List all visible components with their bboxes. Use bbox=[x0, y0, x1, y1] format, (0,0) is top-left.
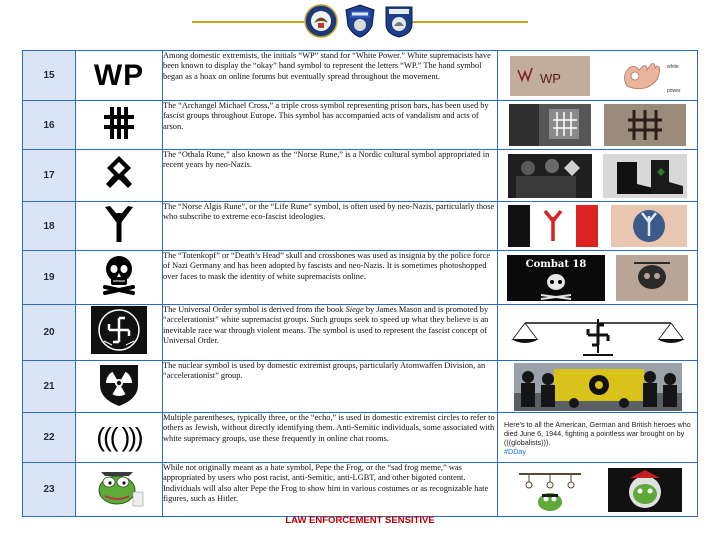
symbol-description: While not originally meant as a hate symbol, Pepe the Frog, or the “sad frog meme,” was appropriated by users who post racist, anti-Semitic, anti-LGBT, and other bigoted content. Individuals will also alter Pepe the Frog to show him in various costumes or as recognizable hate figures, such as Hitler. bbox=[163, 463, 498, 517]
combat-banner-text: Combat 18 bbox=[525, 258, 587, 270]
echo-tweet-example bbox=[498, 418, 697, 458]
row-number: 22 bbox=[23, 413, 76, 463]
symbol-description: Among domestic extremists, the initials “WP” stand for “White Power.” White supremacists have been known to display the “okay” hand symbol to represent the letters “WP.” The hand symbol began as a hoax on online forums but eventually spread throughout the movement. bbox=[163, 51, 498, 101]
row-number: 18 bbox=[23, 202, 76, 251]
symbol-description: The “Totenkopf” or “Death’s Head” skull and crossbones was used as insignia by the police force of Nazi Germany and has been adopted by fascists and neo-Nazis. It is sometimes photoshopped over faces to mask the identity of white supremacists online. bbox=[163, 251, 498, 305]
othala-rune-icon bbox=[102, 154, 136, 192]
cross-burned-photo bbox=[604, 104, 686, 146]
table-row bbox=[23, 361, 698, 413]
table-row bbox=[23, 150, 698, 202]
tweet-text: Here's to all the American, German and British heroes who died June 6, 1944, fighting a pointless war brought on by (((globalists))). bbox=[504, 419, 691, 447]
row-number: 15 bbox=[23, 51, 76, 101]
symbol-description: The “Norse Algis Rune”, or the “Life Rune” symbol, is often used by neo-Nazis, particularly those who subscribe to extreme eco-fascist ideologies. bbox=[163, 202, 498, 251]
symbol-description: Multiple parentheses, typically three, or the “echo,” is used in domestic extremist circles to refer to others as Jewish, without directly identifying them. Anti-Semitic individuals, some associated with white supremacy groups, use these frequently in online chat rooms. bbox=[163, 413, 498, 463]
echo-parentheses-icon: ((( ))) bbox=[96, 422, 142, 452]
totenkopf-skull-icon bbox=[99, 253, 139, 297]
table-row bbox=[23, 251, 698, 305]
nypd-badge-icon bbox=[343, 4, 377, 38]
row-number: 23 bbox=[23, 463, 76, 517]
wp-letters-icon: WP bbox=[93, 58, 145, 92]
row-number: 20 bbox=[23, 305, 76, 361]
pepe-gallows-image bbox=[513, 468, 587, 512]
symbol-description: The “Archangel Michael Cross,” a triple cross symbol representing prison bars, has been used by fascist groups throughout Europe. This symbol has accompanied acts of vandalism and acts of arson. bbox=[163, 101, 498, 150]
symbol-description-cont: by James Mason and is promoted by “accelerationist” white supremacist groups. Such groups seek to speed up what they believe is an inevitable race war through violent means. The symbol is used to represent the fascist concept of Universal Order. bbox=[163, 305, 489, 345]
universal-order-icon bbox=[90, 305, 148, 355]
table-row bbox=[23, 413, 698, 463]
table-row bbox=[23, 51, 698, 101]
archangel-michael-cross-icon bbox=[102, 105, 136, 141]
pepe-frog-icon bbox=[93, 464, 145, 510]
symbol-description: The Universal Order symbol is derived from the book bbox=[163, 305, 346, 314]
table-row bbox=[23, 202, 698, 251]
classification-footer: LAW ENFORCEMENT SENSITIVE bbox=[285, 515, 435, 526]
okay-hand-photo bbox=[605, 56, 685, 96]
row-number: 16 bbox=[23, 101, 76, 150]
table-row bbox=[23, 305, 698, 361]
table-row bbox=[23, 463, 698, 517]
book-title: Siege bbox=[345, 305, 364, 314]
symbol-description: The “Othala Rune,” also known as the “Norse Rune,” is a Nordic cultural symbol appropriated in recent years by neo-Nazis. bbox=[163, 150, 498, 202]
atomwaffen-group-photo bbox=[514, 363, 682, 411]
government-seal-icon bbox=[304, 4, 338, 38]
hand-caption-power: power bbox=[667, 87, 681, 94]
skull-tattoo-photo bbox=[616, 255, 688, 301]
graffiti-text: WP bbox=[539, 70, 561, 86]
header-rule-right bbox=[412, 21, 528, 23]
othala-crowd-photo bbox=[508, 154, 592, 198]
header bbox=[0, 0, 720, 42]
row-number: 19 bbox=[23, 251, 76, 305]
header-rule-left bbox=[192, 21, 304, 23]
nuclear-symbol-icon bbox=[98, 361, 140, 407]
wp-graffiti-photo bbox=[510, 56, 590, 96]
symbol-description: The nuclear symbol is used by domestic extremist groups, particularly Atomwaffen Division, an “accelerationist” group. bbox=[163, 361, 498, 413]
row-number: 17 bbox=[23, 150, 76, 202]
cross-vandalism-photo bbox=[509, 104, 591, 146]
combat-18-banner-photo bbox=[507, 255, 605, 301]
row-number: 21 bbox=[23, 361, 76, 413]
hand-caption-white: white bbox=[667, 63, 679, 70]
algis-rune-icon bbox=[102, 205, 136, 243]
pepe-costume-image bbox=[608, 468, 682, 512]
table-row bbox=[23, 101, 698, 150]
algis-tattoo-photo bbox=[611, 205, 687, 247]
hate-symbols-table bbox=[22, 50, 698, 517]
algis-flag-photo bbox=[508, 205, 598, 247]
universal-order-scales-image bbox=[505, 309, 691, 357]
tweet-hashtag: #DDay bbox=[504, 446, 526, 456]
police-patch-icon bbox=[382, 4, 416, 38]
othala-boots-photo bbox=[603, 154, 687, 198]
